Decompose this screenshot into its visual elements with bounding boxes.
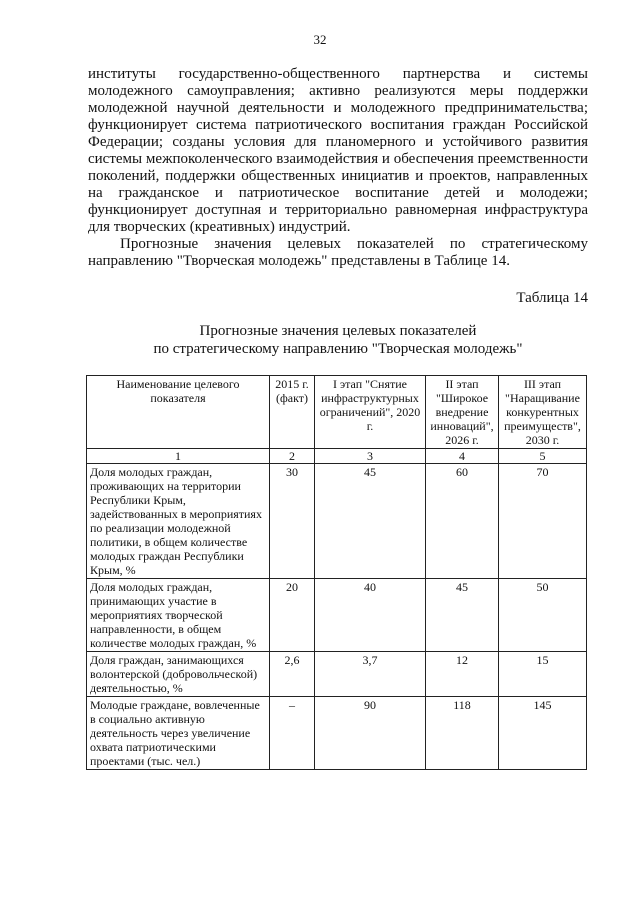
column-number: 2 <box>270 449 315 464</box>
value-2020: 45 <box>315 464 426 579</box>
column-number: 5 <box>499 449 587 464</box>
indicator-name: Доля молодых граждан, проживающих на территории Республики Крым, задействованных в мероприятиях по реализации молодежной политики, в общем количестве молодых граждан Республики Крым, % <box>87 464 270 579</box>
table-title-line-2: по стратегическому направлению "Творческая молодежь" <box>153 341 523 357</box>
value-2030: 50 <box>499 579 587 652</box>
table-number-label: Таблица 14 <box>516 290 588 306</box>
value-2015: 30 <box>270 464 315 579</box>
column-number: 1 <box>87 449 270 464</box>
value-2020: 3,7 <box>315 652 426 697</box>
table-row <box>87 697 587 770</box>
page-number: 32 <box>313 32 327 47</box>
table-row <box>87 579 587 652</box>
value-2026: 45 <box>426 579 499 652</box>
table-row <box>87 652 587 697</box>
value-2026: 60 <box>426 464 499 579</box>
header-indicator-name: Наименование целевого показателя <box>87 376 270 449</box>
value-2026: 12 <box>426 652 499 697</box>
value-2030: 70 <box>499 464 587 579</box>
table-row <box>87 464 587 579</box>
indicator-name: Доля молодых граждан, принимающих участие в мероприятиях творческой направленности, в общем количестве молодых граждан, % <box>87 579 270 652</box>
indicator-name: Молодые граждане, вовлеченные в социально активную деятельность через увеличение охвата патриотическими проектами (тыс. чел.) <box>87 697 270 770</box>
column-number-row <box>87 449 587 464</box>
body-paragraph-1: институты государственно-общественного партнерства и системы молодежного самоуправления; активно реализуются меры поддержки молодежной научной деятельности и молодежного предпринимательства; функционирует система патриотического воспитания граждан Российской Федерации; созданы условия для планомерного и устойчивого развития системы межпоколенческого взаимодействия и обеспечения преемственности поколений, поддержки общественных инициатив и проектов, направленных на гражданское и патриотическое воспитание детей и молодежи; функционирует доступная и территориально равномерная инфраструктура для творческих (креативных) индустрий. <box>88 66 588 235</box>
value-2015: 20 <box>270 579 315 652</box>
value-2015: 2,6 <box>270 652 315 697</box>
value-2020: 40 <box>315 579 426 652</box>
column-number: 3 <box>315 449 426 464</box>
table-title-line-1: Прогнозные значения целевых показателей <box>199 323 477 339</box>
indicator-name: Доля граждан, занимающихся волонтерской (добровольческой) деятельностью, % <box>87 652 270 697</box>
value-2030: 145 <box>499 697 587 770</box>
header-stage-2: II этап "Широкое внедрение инноваций", 2026 г. <box>426 376 499 449</box>
value-2030: 15 <box>499 652 587 697</box>
value-2026: 118 <box>426 697 499 770</box>
value-2015: – <box>270 697 315 770</box>
header-stage-3: III этап "Наращивание конкурентных преимуществ", 2030 г. <box>499 376 587 449</box>
column-number: 4 <box>426 449 499 464</box>
header-2015: 2015 г. (факт) <box>270 376 315 449</box>
header-stage-1: I этап "Снятие инфраструктурных ограничений", 2020 г. <box>315 376 426 449</box>
targets-table <box>86 375 587 770</box>
value-2020: 90 <box>315 697 426 770</box>
table-title <box>88 322 588 358</box>
body-text <box>88 66 588 270</box>
body-paragraph-2: Прогнозные значения целевых показателей по стратегическому направлению "Творческая молодежь" представлены в Таблице 14. <box>88 236 588 269</box>
table-header-row <box>87 376 587 449</box>
